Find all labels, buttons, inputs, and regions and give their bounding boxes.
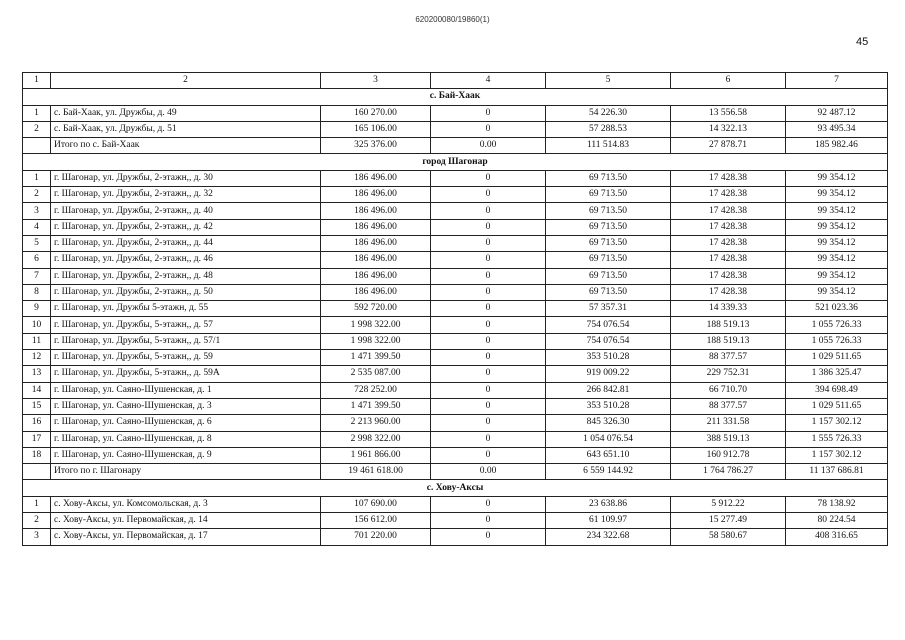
- value-cell-4: 0: [431, 496, 546, 512]
- value-cell-5: 6 559 144.92: [546, 464, 671, 480]
- value-cell-3: 701 220.00: [321, 529, 431, 545]
- value-cell-5: 23 638.86: [546, 496, 671, 512]
- value-cell-5: 845 326.30: [546, 415, 671, 431]
- row-number: 2: [23, 121, 51, 137]
- value-cell-6: 17 428.38: [671, 284, 786, 300]
- value-cell-5: 57 288.53: [546, 121, 671, 137]
- row-number: [23, 138, 51, 154]
- value-cell-4: 0: [431, 203, 546, 219]
- value-cell-5: 69 713.50: [546, 187, 671, 203]
- address-cell: с. Хову-Аксы, ул. Первомайская, д. 17: [51, 529, 321, 545]
- row-number: 7: [23, 268, 51, 284]
- value-cell-5: 754 076.54: [546, 333, 671, 349]
- section-title: с. Хову-Аксы: [23, 480, 888, 496]
- column-number: 6: [671, 73, 786, 89]
- value-cell-3: 160 270.00: [321, 105, 431, 121]
- value-cell-4: 0: [431, 301, 546, 317]
- value-cell-6: 211 331.58: [671, 415, 786, 431]
- value-cell-5: 353 510.28: [546, 350, 671, 366]
- column-number: 2: [51, 73, 321, 89]
- table-row: [23, 284, 888, 300]
- value-cell-5: 919 009.22: [546, 366, 671, 382]
- value-cell-3: 1 998 322.00: [321, 333, 431, 349]
- address-cell: г. Шагонар, ул. Саяно-Шушенская, д. 9: [51, 447, 321, 463]
- value-cell-5: 643 651.10: [546, 447, 671, 463]
- value-cell-6: 17 428.38: [671, 170, 786, 186]
- address-cell: с. Хову-Аксы, ул. Комсомольская, д. 3: [51, 496, 321, 512]
- value-cell-5: 69 713.50: [546, 268, 671, 284]
- value-cell-3: 2 213 960.00: [321, 415, 431, 431]
- value-cell-7: 99 354.12: [786, 252, 888, 268]
- column-number-row: [23, 73, 888, 89]
- value-cell-6: 160 912.78: [671, 447, 786, 463]
- value-cell-7: 99 354.12: [786, 219, 888, 235]
- value-cell-3: 1 471 399.50: [321, 398, 431, 414]
- value-cell-4: 0: [431, 382, 546, 398]
- value-cell-6: 5 912.22: [671, 496, 786, 512]
- value-cell-3: 1 998 322.00: [321, 317, 431, 333]
- address-cell: г. Шагонар, ул. Дружбы, 5-этажн,, д. 59А: [51, 366, 321, 382]
- row-number: 2: [23, 187, 51, 203]
- value-cell-4: 0: [431, 350, 546, 366]
- value-cell-7: 80 224.54: [786, 513, 888, 529]
- value-cell-7: 1 555 726.33: [786, 431, 888, 447]
- row-number: 9: [23, 301, 51, 317]
- address-cell: г. Шагонар, ул. Дружбы, 2-этажн,, д. 50: [51, 284, 321, 300]
- value-cell-5: 69 713.50: [546, 235, 671, 251]
- value-cell-4: 0: [431, 121, 546, 137]
- value-cell-5: 754 076.54: [546, 317, 671, 333]
- total-row: [23, 464, 888, 480]
- value-cell-3: 107 690.00: [321, 496, 431, 512]
- value-cell-4: 0: [431, 513, 546, 529]
- row-number: 13: [23, 366, 51, 382]
- total-row: [23, 138, 888, 154]
- table-row: [23, 317, 888, 333]
- value-cell-7: 394 698.49: [786, 382, 888, 398]
- value-cell-7: 99 354.12: [786, 170, 888, 186]
- row-number: [23, 464, 51, 480]
- value-cell-3: 165 106.00: [321, 121, 431, 137]
- row-number: 4: [23, 219, 51, 235]
- row-number: 6: [23, 252, 51, 268]
- value-cell-5: 266 842.81: [546, 382, 671, 398]
- table-row: [23, 252, 888, 268]
- table-row: [23, 301, 888, 317]
- table-row: [23, 415, 888, 431]
- address-cell: г. Шагонар, ул. Саяно-Шушенская, д. 1: [51, 382, 321, 398]
- table-row: [23, 431, 888, 447]
- address-cell: г. Шагонар, ул. Дружбы, 2-этажн,, д. 40: [51, 203, 321, 219]
- address-cell: г. Шагонар, ул. Саяно-Шушенская, д. 3: [51, 398, 321, 414]
- value-cell-3: 186 496.00: [321, 284, 431, 300]
- value-cell-7: 99 354.12: [786, 235, 888, 251]
- column-number: 3: [321, 73, 431, 89]
- row-number: 8: [23, 284, 51, 300]
- value-cell-6: 17 428.38: [671, 235, 786, 251]
- value-cell-6: 88 377.57: [671, 350, 786, 366]
- section-title: с. Бай-Хаак: [23, 89, 888, 105]
- value-cell-6: 17 428.38: [671, 268, 786, 284]
- value-cell-3: 186 496.00: [321, 268, 431, 284]
- value-cell-7: 1 386 325.47: [786, 366, 888, 382]
- value-cell-3: 728 252.00: [321, 382, 431, 398]
- value-cell-4: 0: [431, 529, 546, 545]
- value-cell-4: 0: [431, 447, 546, 463]
- table-row: [23, 268, 888, 284]
- address-cell: г. Шагонар, ул. Дружбы, 5-этажн,, д. 57/1: [51, 333, 321, 349]
- row-number: 16: [23, 415, 51, 431]
- value-cell-7: 185 982.46: [786, 138, 888, 154]
- section-title: город Шагонар: [23, 154, 888, 170]
- section-header-row: [23, 480, 888, 496]
- value-cell-6: 13 556.58: [671, 105, 786, 121]
- address-cell: г. Шагонар, ул. Дружбы, 2-этажн,, д. 32: [51, 187, 321, 203]
- column-number: 7: [786, 73, 888, 89]
- value-cell-4: 0: [431, 235, 546, 251]
- value-cell-4: 0: [431, 252, 546, 268]
- value-cell-6: 229 752.31: [671, 366, 786, 382]
- value-cell-4: 0: [431, 333, 546, 349]
- address-cell: г. Шагонар, ул. Дружбы 5-этажн, д. 55: [51, 301, 321, 317]
- address-cell: г. Шагонар, ул. Дружбы, 5-этажн,, д. 57: [51, 317, 321, 333]
- column-number: 4: [431, 73, 546, 89]
- table-row: [23, 447, 888, 463]
- column-number: 5: [546, 73, 671, 89]
- value-cell-4: 0.00: [431, 464, 546, 480]
- value-cell-4: 0: [431, 105, 546, 121]
- value-cell-5: 69 713.50: [546, 219, 671, 235]
- table-row: [23, 496, 888, 512]
- table-row: [23, 398, 888, 414]
- value-cell-7: 408 316.65: [786, 529, 888, 545]
- table-row: [23, 513, 888, 529]
- column-number: 1: [23, 73, 51, 89]
- table-row: [23, 121, 888, 137]
- row-number: 2: [23, 513, 51, 529]
- value-cell-7: 1 157 302.12: [786, 447, 888, 463]
- table-row: [23, 350, 888, 366]
- value-cell-6: 17 428.38: [671, 203, 786, 219]
- value-cell-5: 69 713.50: [546, 284, 671, 300]
- value-cell-3: 186 496.00: [321, 235, 431, 251]
- value-cell-5: 1 054 076.54: [546, 431, 671, 447]
- value-cell-7: 521 023.36: [786, 301, 888, 317]
- table-row: [23, 382, 888, 398]
- value-cell-3: 186 496.00: [321, 187, 431, 203]
- row-number: 5: [23, 235, 51, 251]
- value-cell-6: 188 519.13: [671, 333, 786, 349]
- row-number: 17: [23, 431, 51, 447]
- value-cell-7: 93 495.34: [786, 121, 888, 137]
- address-cell: г. Шагонар, ул. Саяно-Шушенская, д. 6: [51, 415, 321, 431]
- value-cell-4: 0: [431, 170, 546, 186]
- value-cell-6: 388 519.13: [671, 431, 786, 447]
- value-cell-3: 186 496.00: [321, 170, 431, 186]
- table-row: [23, 170, 888, 186]
- table-body: [23, 73, 888, 546]
- value-cell-7: 1 029 511.65: [786, 398, 888, 414]
- value-cell-7: 1 055 726.33: [786, 317, 888, 333]
- address-cell: г. Шагонар, ул. Дружбы, 2-этажн,, д. 46: [51, 252, 321, 268]
- address-cell: г. Шагонар, ул. Саяно-Шушенская, д. 8: [51, 431, 321, 447]
- data-table: [22, 72, 888, 546]
- value-cell-3: 325 376.00: [321, 138, 431, 154]
- value-cell-4: 0: [431, 284, 546, 300]
- value-cell-3: 186 496.00: [321, 219, 431, 235]
- value-cell-7: 11 137 686.81: [786, 464, 888, 480]
- value-cell-6: 1 764 786.27: [671, 464, 786, 480]
- value-cell-6: 27 878.71: [671, 138, 786, 154]
- value-cell-3: 1 961 866.00: [321, 447, 431, 463]
- value-cell-4: 0: [431, 398, 546, 414]
- address-cell: с. Бай-Хаак, ул. Дружбы, д. 49: [51, 105, 321, 121]
- table-row: [23, 235, 888, 251]
- row-number: 12: [23, 350, 51, 366]
- value-cell-3: 186 496.00: [321, 203, 431, 219]
- value-cell-4: 0.00: [431, 138, 546, 154]
- value-cell-5: 57 357.31: [546, 301, 671, 317]
- value-cell-6: 188 519.13: [671, 317, 786, 333]
- table-row: [23, 219, 888, 235]
- value-cell-5: 61 109.97: [546, 513, 671, 529]
- page-number: 45: [856, 36, 869, 48]
- value-cell-7: 99 354.12: [786, 268, 888, 284]
- value-cell-7: 99 354.12: [786, 284, 888, 300]
- value-cell-6: 17 428.38: [671, 187, 786, 203]
- row-number: 11: [23, 333, 51, 349]
- address-cell: с. Хову-Аксы, ул. Первомайская, д. 14: [51, 513, 321, 529]
- section-header-row: [23, 89, 888, 105]
- value-cell-6: 15 277.49: [671, 513, 786, 529]
- value-cell-3: 156 612.00: [321, 513, 431, 529]
- value-cell-6: 58 580.67: [671, 529, 786, 545]
- address-cell: с. Бай-Хаак, ул. Дружбы, д. 51: [51, 121, 321, 137]
- value-cell-5: 353 510.28: [546, 398, 671, 414]
- value-cell-5: 69 713.50: [546, 252, 671, 268]
- value-cell-5: 234 322.68: [546, 529, 671, 545]
- value-cell-4: 0: [431, 366, 546, 382]
- row-number: 14: [23, 382, 51, 398]
- row-number: 1: [23, 496, 51, 512]
- value-cell-4: 0: [431, 317, 546, 333]
- address-cell: г. Шагонар, ул. Дружбы, 2-этажн,, д. 48: [51, 268, 321, 284]
- value-cell-5: 69 713.50: [546, 170, 671, 186]
- value-cell-6: 88 377.57: [671, 398, 786, 414]
- value-cell-6: 14 322.13: [671, 121, 786, 137]
- value-cell-4: 0: [431, 415, 546, 431]
- address-cell: Итого по г. Шагонару: [51, 464, 321, 480]
- value-cell-4: 0: [431, 187, 546, 203]
- address-cell: г. Шагонар, ул. Дружбы, 2-этажн,, д. 44: [51, 235, 321, 251]
- table-row: [23, 333, 888, 349]
- value-cell-5: 111 514.83: [546, 138, 671, 154]
- row-number: 3: [23, 203, 51, 219]
- value-cell-4: 0: [431, 268, 546, 284]
- table-row: [23, 105, 888, 121]
- value-cell-7: 92 487.12: [786, 105, 888, 121]
- row-number: 10: [23, 317, 51, 333]
- value-cell-3: 186 496.00: [321, 252, 431, 268]
- value-cell-6: 14 339.33: [671, 301, 786, 317]
- value-cell-7: 99 354.12: [786, 203, 888, 219]
- table-row: [23, 187, 888, 203]
- row-number: 3: [23, 529, 51, 545]
- value-cell-4: 0: [431, 431, 546, 447]
- value-cell-3: 2 535 087.00: [321, 366, 431, 382]
- value-cell-5: 69 713.50: [546, 203, 671, 219]
- table-row: [23, 203, 888, 219]
- table-row: [23, 366, 888, 382]
- value-cell-4: 0: [431, 219, 546, 235]
- row-number: 1: [23, 105, 51, 121]
- value-cell-3: 1 471 399.50: [321, 350, 431, 366]
- value-cell-5: 54 226.30: [546, 105, 671, 121]
- row-number: 1: [23, 170, 51, 186]
- value-cell-6: 17 428.38: [671, 252, 786, 268]
- row-number: 18: [23, 447, 51, 463]
- value-cell-3: 2 998 322.00: [321, 431, 431, 447]
- value-cell-7: 99 354.12: [786, 187, 888, 203]
- address-cell: г. Шагонар, ул. Дружбы, 5-этажн,, д. 59: [51, 350, 321, 366]
- value-cell-3: 19 461 618.00: [321, 464, 431, 480]
- row-number: 15: [23, 398, 51, 414]
- value-cell-7: 78 138.92: [786, 496, 888, 512]
- address-cell: г. Шагонар, ул. Дружбы, 2-этажн,, д. 30: [51, 170, 321, 186]
- value-cell-6: 17 428.38: [671, 219, 786, 235]
- section-header-row: [23, 154, 888, 170]
- value-cell-7: 1 055 726.33: [786, 333, 888, 349]
- value-cell-6: 66 710.70: [671, 382, 786, 398]
- address-cell: Итого по с. Бай-Хаак: [51, 138, 321, 154]
- value-cell-7: 1 157 302.12: [786, 415, 888, 431]
- value-cell-7: 1 029 511.65: [786, 350, 888, 366]
- value-cell-3: 592 720.00: [321, 301, 431, 317]
- document-id: 620200080/19860(1): [415, 15, 490, 24]
- address-cell: г. Шагонар, ул. Дружбы, 2-этажн,, д. 42: [51, 219, 321, 235]
- table-row: [23, 529, 888, 545]
